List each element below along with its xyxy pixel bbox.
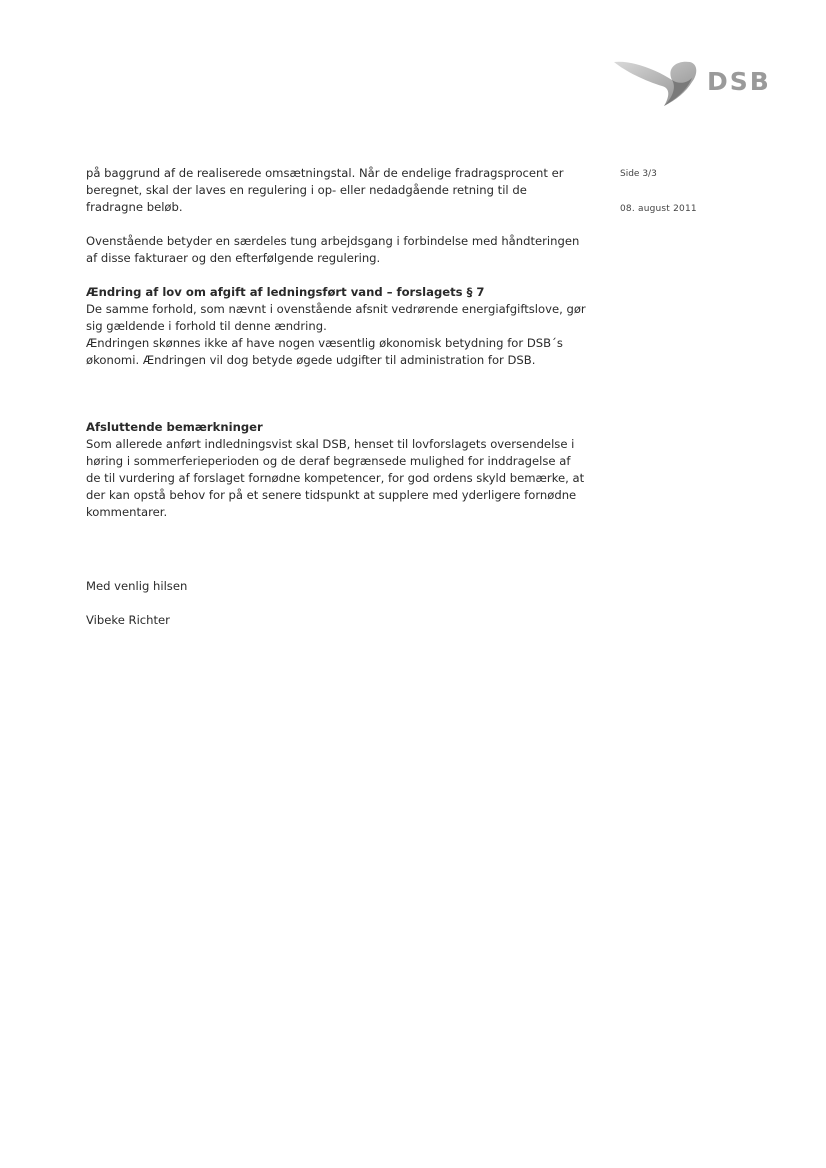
dsb-logo [612,56,777,108]
section-heading-closing-remarks: Afsluttende bemærkninger [86,420,263,434]
closing-greeting: Med venlig hilsen [86,579,188,593]
paragraph-economic-impact: Ændringen skønnes ikke af have nogen væsentlig økonomisk betydning for DSB´s økonomi. Ændringen vil dog betyde øgede udgifter til administration for DSB. [86,336,563,367]
logo-text: DSB [707,67,771,96]
section-heading-water-tax: Ændring af lov om afgift af ledningsført vand – forslagets § 7 [86,285,485,299]
paragraph-same-conditions: De samme forhold, som nævnt i ovenstående afsnit vedrørende energiafgiftslove, gør sig gældende i forhold til denne ændring. [86,302,586,333]
paragraph-workload: Ovenstående betyder en særdeles tung arbejdsgang i forbindelse med håndteringen af disse fakturaer og den efterfølgende regulering. [86,234,580,265]
dsb-wing-icon [612,56,702,108]
letter-date: 08. august 2011 [620,204,697,214]
paragraph-closing-remarks: Som allerede anført indledningsvist skal DSB, henset til lovforslagets oversendelse i høring i sommerferieperioden og de deraf begrænsede mulighed for inddragelse af de til vurdering af forslaget fornødne kompetencer, for god ordens skyld bemærke, at der kan opstå behov for på et senere tidspunkt at supplere med yderligere fornødne kommentarer. [86,437,585,519]
letter-body [86,165,586,629]
page-number: Side 3/3 [620,169,657,179]
paragraph-continuation: på baggrund af de realiserede omsætningstal. Når de endelige fradragsprocent er beregnet, skal der laves en regulering i op- eller nedadgående retning til de fradragne beløb. [86,166,564,214]
signature-name: Vibeke Richter [86,613,170,627]
